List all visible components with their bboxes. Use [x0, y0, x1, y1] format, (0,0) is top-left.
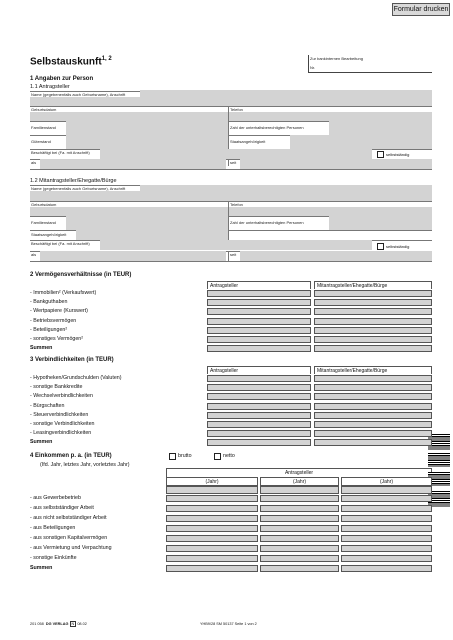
- coapplicant-employer-label: Beschäftigt bei (Fa. mit Anschrift): [31, 241, 90, 246]
- s3-col-applicant: Antragsteller: [207, 366, 311, 374]
- applicant-birthdate-input[interactable]: [30, 112, 228, 121]
- section-4-subheading: (Ifd. Jahr, letztes Jahr, vorletztes Jahr): [40, 462, 130, 468]
- liabilities-coapplicant-input[interactable]: [314, 430, 432, 437]
- assets-coapplicant-input[interactable]: [314, 299, 432, 306]
- gross-label: brutto: [178, 453, 192, 459]
- coapplicant-name-label: Name (gegebenenfalls auch Geburtsname), Anschrift: [31, 186, 126, 191]
- s2-col-applicant: Antragsteller: [207, 281, 311, 289]
- s2-col-coapplicant: Mitantragsteller/Ehegatte/Bürge: [314, 281, 432, 289]
- liabilities-coapplicant-input[interactable]: [314, 384, 432, 391]
- applicant-selfemployed-checkbox[interactable]: [377, 151, 384, 158]
- income-input[interactable]: [260, 525, 339, 532]
- income-input[interactable]: [166, 555, 258, 562]
- coapplicant-selfemployed-checkbox[interactable]: [377, 243, 384, 250]
- section-1-heading: 1 Angaben zur Person: [30, 76, 94, 82]
- bank-internal-label: Zur bankinternen Bearbeitung: [310, 56, 363, 61]
- applicant-employer-input[interactable]: [100, 149, 372, 159]
- income-input[interactable]: [166, 525, 258, 532]
- coapplicant-since-label: seit: [230, 252, 237, 257]
- section-1-1-heading: 1.1 Antragsteller: [30, 84, 70, 90]
- income-input[interactable]: [260, 555, 339, 562]
- footer-brand: DG VERLAG: [45, 622, 69, 626]
- income-row-label: - aus Gewerbebetrieb: [30, 495, 81, 501]
- year-header: (Jahr): [166, 477, 258, 486]
- applicant-phone-label: Telefon: [230, 107, 243, 112]
- applicant-since-label: seit: [230, 160, 237, 165]
- assets-applicant-input[interactable]: [207, 327, 311, 334]
- year-input[interactable]: [166, 486, 258, 494]
- coapplicant-dependents-input[interactable]: [329, 216, 432, 230]
- liabilities-coapplicant-input[interactable]: [314, 412, 432, 419]
- income-input[interactable]: [166, 545, 258, 552]
- income-input[interactable]: [260, 515, 339, 522]
- income-sum[interactable]: [341, 565, 432, 572]
- assets-applicant-input[interactable]: [207, 308, 311, 315]
- applicant-employer-label: Beschäftigt bei (Fa. mit Anschrift): [31, 150, 90, 155]
- liabilities-row-label: - sonstige Verbindlichkeiten: [30, 421, 95, 427]
- assets-coapplicant-sum[interactable]: [314, 345, 432, 352]
- applicant-nationality-label: Staatsangehörigkeit: [230, 139, 266, 144]
- income-input[interactable]: [341, 495, 432, 502]
- applicant-dependents-input[interactable]: [329, 121, 432, 135]
- coapplicant-maritalstatus-input[interactable]: [66, 216, 228, 230]
- assets-row-label: - sonstiges Vermögen²: [30, 336, 83, 342]
- income-input[interactable]: [166, 505, 258, 512]
- income-input[interactable]: [166, 515, 258, 522]
- income-row-label: - aus Beteiligungen: [30, 525, 76, 531]
- income-row-label: - aus Vermietung und Verpachtung: [30, 545, 112, 551]
- bank-nr-label: Nr.: [310, 65, 316, 70]
- assets-sum-label: Summen: [30, 345, 53, 352]
- income-input[interactable]: [341, 505, 432, 512]
- applicant-nationality-input[interactable]: [290, 135, 432, 149]
- liabilities-coapplicant-input[interactable]: [314, 375, 432, 382]
- coapplicant-phone-input[interactable]: [229, 207, 432, 216]
- income-input[interactable]: [166, 495, 258, 502]
- assets-row-label: - Bankguthaben: [30, 299, 68, 306]
- assets-applicant-input[interactable]: [207, 299, 311, 306]
- section-4-heading: 4 Einkommen p. a. (in TEUR): [30, 453, 112, 459]
- section-1-2-heading: 1.2 Mitantragsteller/Ehegatte/Bürge: [30, 178, 117, 184]
- assets-applicant-input[interactable]: [207, 318, 311, 325]
- section-3-heading: 3 Verbindlichkeiten (in TEUR): [30, 357, 114, 363]
- liabilities-applicant-input[interactable]: [207, 393, 311, 400]
- assets-coapplicant-input[interactable]: [314, 318, 432, 325]
- year-header: (Jahr): [341, 477, 432, 486]
- liabilities-applicant-sum[interactable]: [207, 439, 311, 446]
- barcode: [428, 453, 450, 467]
- coapplicant-nationality-label: Staatsangehörigkeit: [31, 232, 67, 237]
- income-row-label: - aus sonstigen Kapitalvermögen: [30, 535, 108, 541]
- coapplicant-phone-label: Telefon: [230, 202, 243, 207]
- income-input[interactable]: [260, 495, 339, 502]
- applicant-maritalstatus-label: Familienstand: [31, 125, 56, 130]
- assets-coapplicant-input[interactable]: [314, 336, 432, 343]
- liabilities-applicant-input[interactable]: [207, 430, 311, 437]
- liabilities-row-label: - Leasingverbindlichkeiten: [30, 430, 92, 437]
- year-input[interactable]: [260, 486, 339, 494]
- assets-coapplicant-input[interactable]: [314, 308, 432, 315]
- assets-applicant-input[interactable]: [207, 336, 311, 343]
- s4-col-group: Antragsteller: [166, 468, 432, 477]
- applicant-dependents-label: Zahl der unterhaltsberechtigten Personen: [230, 125, 304, 130]
- applicant-propertyregime-input[interactable]: [66, 135, 228, 149]
- income-input[interactable]: [260, 545, 339, 552]
- assets-coapplicant-input[interactable]: [314, 290, 432, 297]
- liabilities-row-label: - Steuerverbindlichkeiten: [30, 411, 89, 418]
- footer-page: YHB9/28 SM 50137 Seite 1 von 2: [200, 622, 257, 626]
- assets-row-label: - Wertpapiere (Kurswert): [30, 308, 88, 315]
- liabilities-row-label: - sonstige Bankkredite: [30, 384, 83, 391]
- liabilities-sum-label: Summen: [30, 439, 53, 446]
- footer-form-number: 201 058 DG VERLAG N 08.02: [30, 622, 87, 626]
- liabilities-row-label: - Hypotheken/Grundschulden (Valuten): [30, 375, 122, 381]
- applicant-phone-input[interactable]: [229, 112, 432, 121]
- liabilities-coapplicant-input[interactable]: [314, 393, 432, 400]
- liabilities-coapplicant-sum[interactable]: [314, 439, 432, 446]
- liabilities-applicant-input[interactable]: [207, 412, 311, 419]
- applicant-since-input[interactable]: [240, 159, 432, 169]
- assets-row-label: - Betriebsvermögen: [30, 317, 77, 324]
- liabilities-applicant-input[interactable]: [207, 403, 311, 410]
- income-sum[interactable]: [260, 565, 339, 572]
- income-row-label: - aus selbstständiger Arbeit: [30, 505, 94, 511]
- coapplicant-selfemployed-label: selbstständig: [386, 244, 410, 249]
- income-input[interactable]: [166, 535, 258, 542]
- assets-applicant-input[interactable]: [207, 290, 311, 297]
- year-header: (Jahr): [260, 477, 339, 486]
- coapplicant-name-input[interactable]: [30, 191, 432, 201]
- coapplicant-nationality-input[interactable]: [76, 230, 228, 240]
- assets-row-label: - Immobilien² (Verkaufswert): [30, 290, 97, 296]
- liabilities-coapplicant-input[interactable]: [314, 403, 432, 410]
- income-input[interactable]: [260, 505, 339, 512]
- print-form-button[interactable]: Formular drucken: [392, 3, 450, 16]
- liabilities-applicant-input[interactable]: [207, 375, 311, 382]
- income-input[interactable]: [341, 515, 432, 522]
- applicant-birthdate-label: Geburtsdatum: [31, 107, 57, 112]
- coapplicant-position-input[interactable]: [40, 251, 226, 261]
- income-sum-label: Summen: [30, 565, 53, 571]
- income-input[interactable]: [341, 555, 432, 562]
- liabilities-coapplicant-input[interactable]: [314, 421, 432, 428]
- net-checkbox[interactable]: [214, 453, 221, 460]
- coapplicant-maritalstatus-label: Familienstand: [31, 220, 56, 225]
- applicant-name-label: Name (gegebenenfalls auch Geburtsname), Anschrift: [31, 92, 126, 97]
- liabilities-applicant-input[interactable]: [207, 421, 311, 428]
- income-input[interactable]: [341, 535, 432, 542]
- applicant-position-input[interactable]: [40, 159, 226, 169]
- applicant-name-input[interactable]: [30, 97, 432, 106]
- applicant-as-label: als: [31, 160, 37, 165]
- liabilities-row-label: - Bürgschaften: [30, 402, 65, 409]
- income-input[interactable]: [260, 535, 339, 542]
- applicant-maritalstatus-input[interactable]: [66, 121, 228, 135]
- coapplicant-since-input[interactable]: [240, 251, 432, 261]
- page-title: Selbstauskunft$^{1, 2}$: [30, 56, 112, 68]
- income-input[interactable]: [341, 525, 432, 532]
- coapplicant-employer-input[interactable]: [100, 240, 372, 250]
- coapplicant-birthdate-label: Geburtsdatum: [31, 202, 57, 207]
- assets-applicant-sum[interactable]: [207, 345, 311, 352]
- income-row-label: - aus nicht selbstständiger Arbeit: [30, 515, 107, 521]
- net-label: netto: [223, 453, 235, 459]
- coapplicant-as-label: als: [31, 252, 37, 257]
- applicant-propertyregime-label: Güterstand: [31, 139, 51, 144]
- coapplicant-dependents-label: Zahl der unterhaltsberechtigten Personen: [230, 220, 304, 225]
- income-sum[interactable]: [166, 565, 258, 572]
- section-2-heading: 2 Vermögensverhältnisse (in TEUR): [30, 272, 132, 278]
- liabilities-applicant-input[interactable]: [207, 384, 311, 391]
- income-input[interactable]: [341, 545, 432, 552]
- income-row-label: - sonstige Einkünfte: [30, 555, 77, 561]
- liabilities-row-label: - Wechselverbindlichkeiten: [30, 393, 93, 400]
- gross-checkbox[interactable]: [169, 453, 176, 460]
- assets-coapplicant-input[interactable]: [314, 327, 432, 334]
- assets-row-label: - Beteiligungen²: [30, 326, 68, 333]
- year-input[interactable]: [341, 486, 432, 494]
- coapplicant-birthdate-input[interactable]: [30, 207, 228, 216]
- s3-col-coapplicant: Mitantragsteller/Ehegatte/Bürge: [314, 366, 432, 374]
- applicant-selfemployed-label: selbstständig: [386, 152, 410, 157]
